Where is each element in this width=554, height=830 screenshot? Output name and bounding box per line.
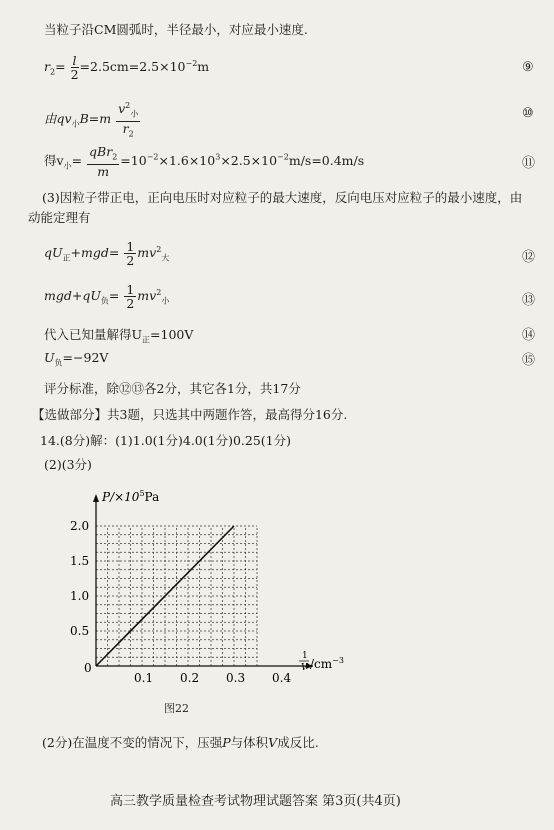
chart-axes	[93, 494, 313, 669]
eq-vel-r1: =10	[120, 152, 147, 168]
eq-en1-pre: qU	[44, 245, 63, 260]
line-14-mid: 与体积	[230, 735, 269, 750]
eq-force-mid: B=m	[79, 111, 112, 127]
x-axis-label	[299, 651, 344, 673]
y-axis-label-post: Pa	[144, 490, 160, 504]
text-line-5b: 动能定理有	[28, 210, 91, 225]
text-line-11: 【选做部分】共3题，只选其中两题作答，最高得分16分.	[32, 407, 348, 422]
eq-vel-pre: 得v	[44, 152, 64, 168]
eq-vel-e2: 3	[215, 152, 221, 162]
x-axis-label-num: 1	[302, 651, 308, 661]
eq-en1-vsub: 大	[161, 253, 170, 263]
eq-en2-mid: =	[108, 288, 120, 303]
marker-14: ⑭	[522, 328, 536, 343]
line-14-v: V	[268, 735, 278, 750]
text-line-8	[44, 325, 193, 346]
marker-15: ⑮	[522, 353, 536, 368]
x-axis-label-unit	[310, 656, 344, 671]
fraction-half	[124, 240, 136, 267]
eq-r2-lhs-sub: 2	[49, 67, 56, 77]
x-axis-label-den: V	[301, 663, 308, 673]
eq-r2-lhs: r	[44, 59, 50, 74]
line-9-sub: 负	[54, 358, 63, 368]
text-line-5a: (3)因粒子带正电，正向电压时对应粒子的最大速度，反向电压对应粒子的最小速度，由	[42, 190, 523, 205]
y-axis-label-pre: P/×10	[102, 490, 140, 504]
line-8-post: =100V	[150, 327, 194, 342]
marker-9: ⑨	[522, 60, 534, 75]
eq-r2-unit: m	[197, 59, 210, 74]
pv-chart	[70, 488, 370, 693]
eq-vel-eq: =	[71, 152, 83, 168]
eq-en2-vsub: 小	[161, 296, 170, 306]
eq-en1-post: mv	[137, 245, 157, 260]
eq-en2-pre: mgd+qU	[44, 288, 101, 303]
marker-11: ⑪	[522, 156, 536, 171]
text-line-9	[44, 350, 108, 369]
eq-en1-sup: 2	[156, 244, 162, 254]
x-axis-label-post: /cm	[310, 657, 333, 671]
y-axis-label	[101, 489, 159, 504]
line-14-pre: (2分)在温度不变的情况下，压强	[42, 735, 223, 750]
eq-en2-post: mv	[137, 288, 157, 303]
eq-r2-rhs: =2.5cm=2.5×10	[79, 59, 186, 74]
text-line-1: 当粒子沿CM圆弧时，半径最小，对应最小速度.	[44, 22, 308, 37]
frac-den: r	[122, 120, 129, 136]
line-9-post: =−92V	[62, 350, 109, 365]
eq-en2-sup: 2	[156, 287, 162, 297]
frac-num: 1	[126, 239, 135, 254]
eq-en1-sub: 正	[62, 253, 71, 263]
equation-energy-1	[44, 240, 169, 267]
frac-den: m	[97, 163, 110, 179]
frac-num: v	[118, 101, 126, 117]
y-tick-label: 1.5	[70, 554, 90, 568]
marker-10: ⑩	[522, 106, 534, 121]
line-9-pre: U	[44, 350, 55, 365]
frac-num-sup: 2	[125, 101, 131, 110]
fraction-half	[124, 283, 136, 310]
text-line-12: 14.(8分)解：(1)1.0(1分)4.0(1分)0.25(1分)	[40, 433, 292, 448]
y-tick-label: 2.0	[70, 519, 90, 533]
eq-r2-exp: −2	[185, 58, 198, 68]
figure-caption: 图22	[164, 702, 189, 715]
x-tick-label: 0.2	[180, 671, 200, 685]
eq-vel-r4: m/s=0.4m/s	[288, 152, 365, 168]
x-axis-label-exp: −3	[332, 656, 344, 665]
origin-label: 0	[84, 661, 92, 675]
text-line-10: 评分标准，除⑫⑬各2分，其它各1分，共17分	[44, 381, 301, 396]
frac-num: l	[72, 53, 77, 68]
frac-den: 2	[70, 67, 79, 82]
fraction-l-over-2	[71, 54, 79, 81]
frac-num-sub: 小	[130, 109, 139, 119]
line-8-pre: 代入已知量解得U	[44, 327, 143, 342]
eq-vel-e3: −2	[277, 152, 289, 162]
frac-den-sub: 2	[128, 129, 134, 139]
frac-den: 2	[126, 296, 135, 311]
eq-force-sub: 小	[71, 119, 80, 129]
equation-r2	[44, 54, 209, 81]
eq-vel-r3: ×2.5×10	[220, 152, 278, 168]
x-tick-label: 0.1	[134, 671, 154, 685]
frac-den: 2	[126, 253, 135, 268]
frac-num: qBr	[89, 144, 113, 159]
line-14-p: P	[222, 735, 231, 750]
y-tick-label: 0.5	[70, 624, 90, 638]
fraction-v2-over-r2	[116, 99, 140, 140]
page-footer: 高三教学质量检查考试物理试题答案 第3页(共4页)	[110, 794, 401, 809]
eq-force-pre: 由qv	[44, 111, 72, 127]
eq-vel-e1: −2	[146, 152, 159, 162]
chart-grid	[96, 526, 257, 666]
fraction-qBr-over-m	[87, 145, 119, 178]
y-tick-label: 1.0	[70, 589, 90, 603]
x-tick-label: 0.4	[272, 671, 292, 685]
text-line-14	[42, 733, 319, 751]
line-14-post: 成反比.	[277, 735, 319, 750]
y-axis-label-exp: 5	[139, 489, 145, 498]
equation-force	[44, 99, 141, 140]
eq-vel-r2: ×1.6×10	[158, 152, 216, 168]
eq-r2-eq: =	[55, 59, 66, 74]
x-tick-label: 0.3	[226, 671, 246, 685]
eq-en2-sub: 负	[100, 296, 109, 306]
y-axis-arrow	[93, 494, 99, 502]
equation-energy-2	[44, 283, 169, 310]
marker-13: ⑬	[522, 293, 536, 308]
eq-en1-mid: +mgd=	[70, 245, 120, 260]
eq-vel-sub: 小	[63, 161, 72, 171]
marker-12: ⑫	[522, 250, 536, 265]
equation-velocity	[44, 145, 364, 178]
chart-ticks	[70, 519, 291, 685]
frac-num: 1	[126, 282, 135, 297]
line-8-sub: 正	[142, 335, 151, 345]
frac-num-sub: 2	[112, 152, 118, 162]
text-line-13: (2)(3分)	[44, 457, 92, 472]
